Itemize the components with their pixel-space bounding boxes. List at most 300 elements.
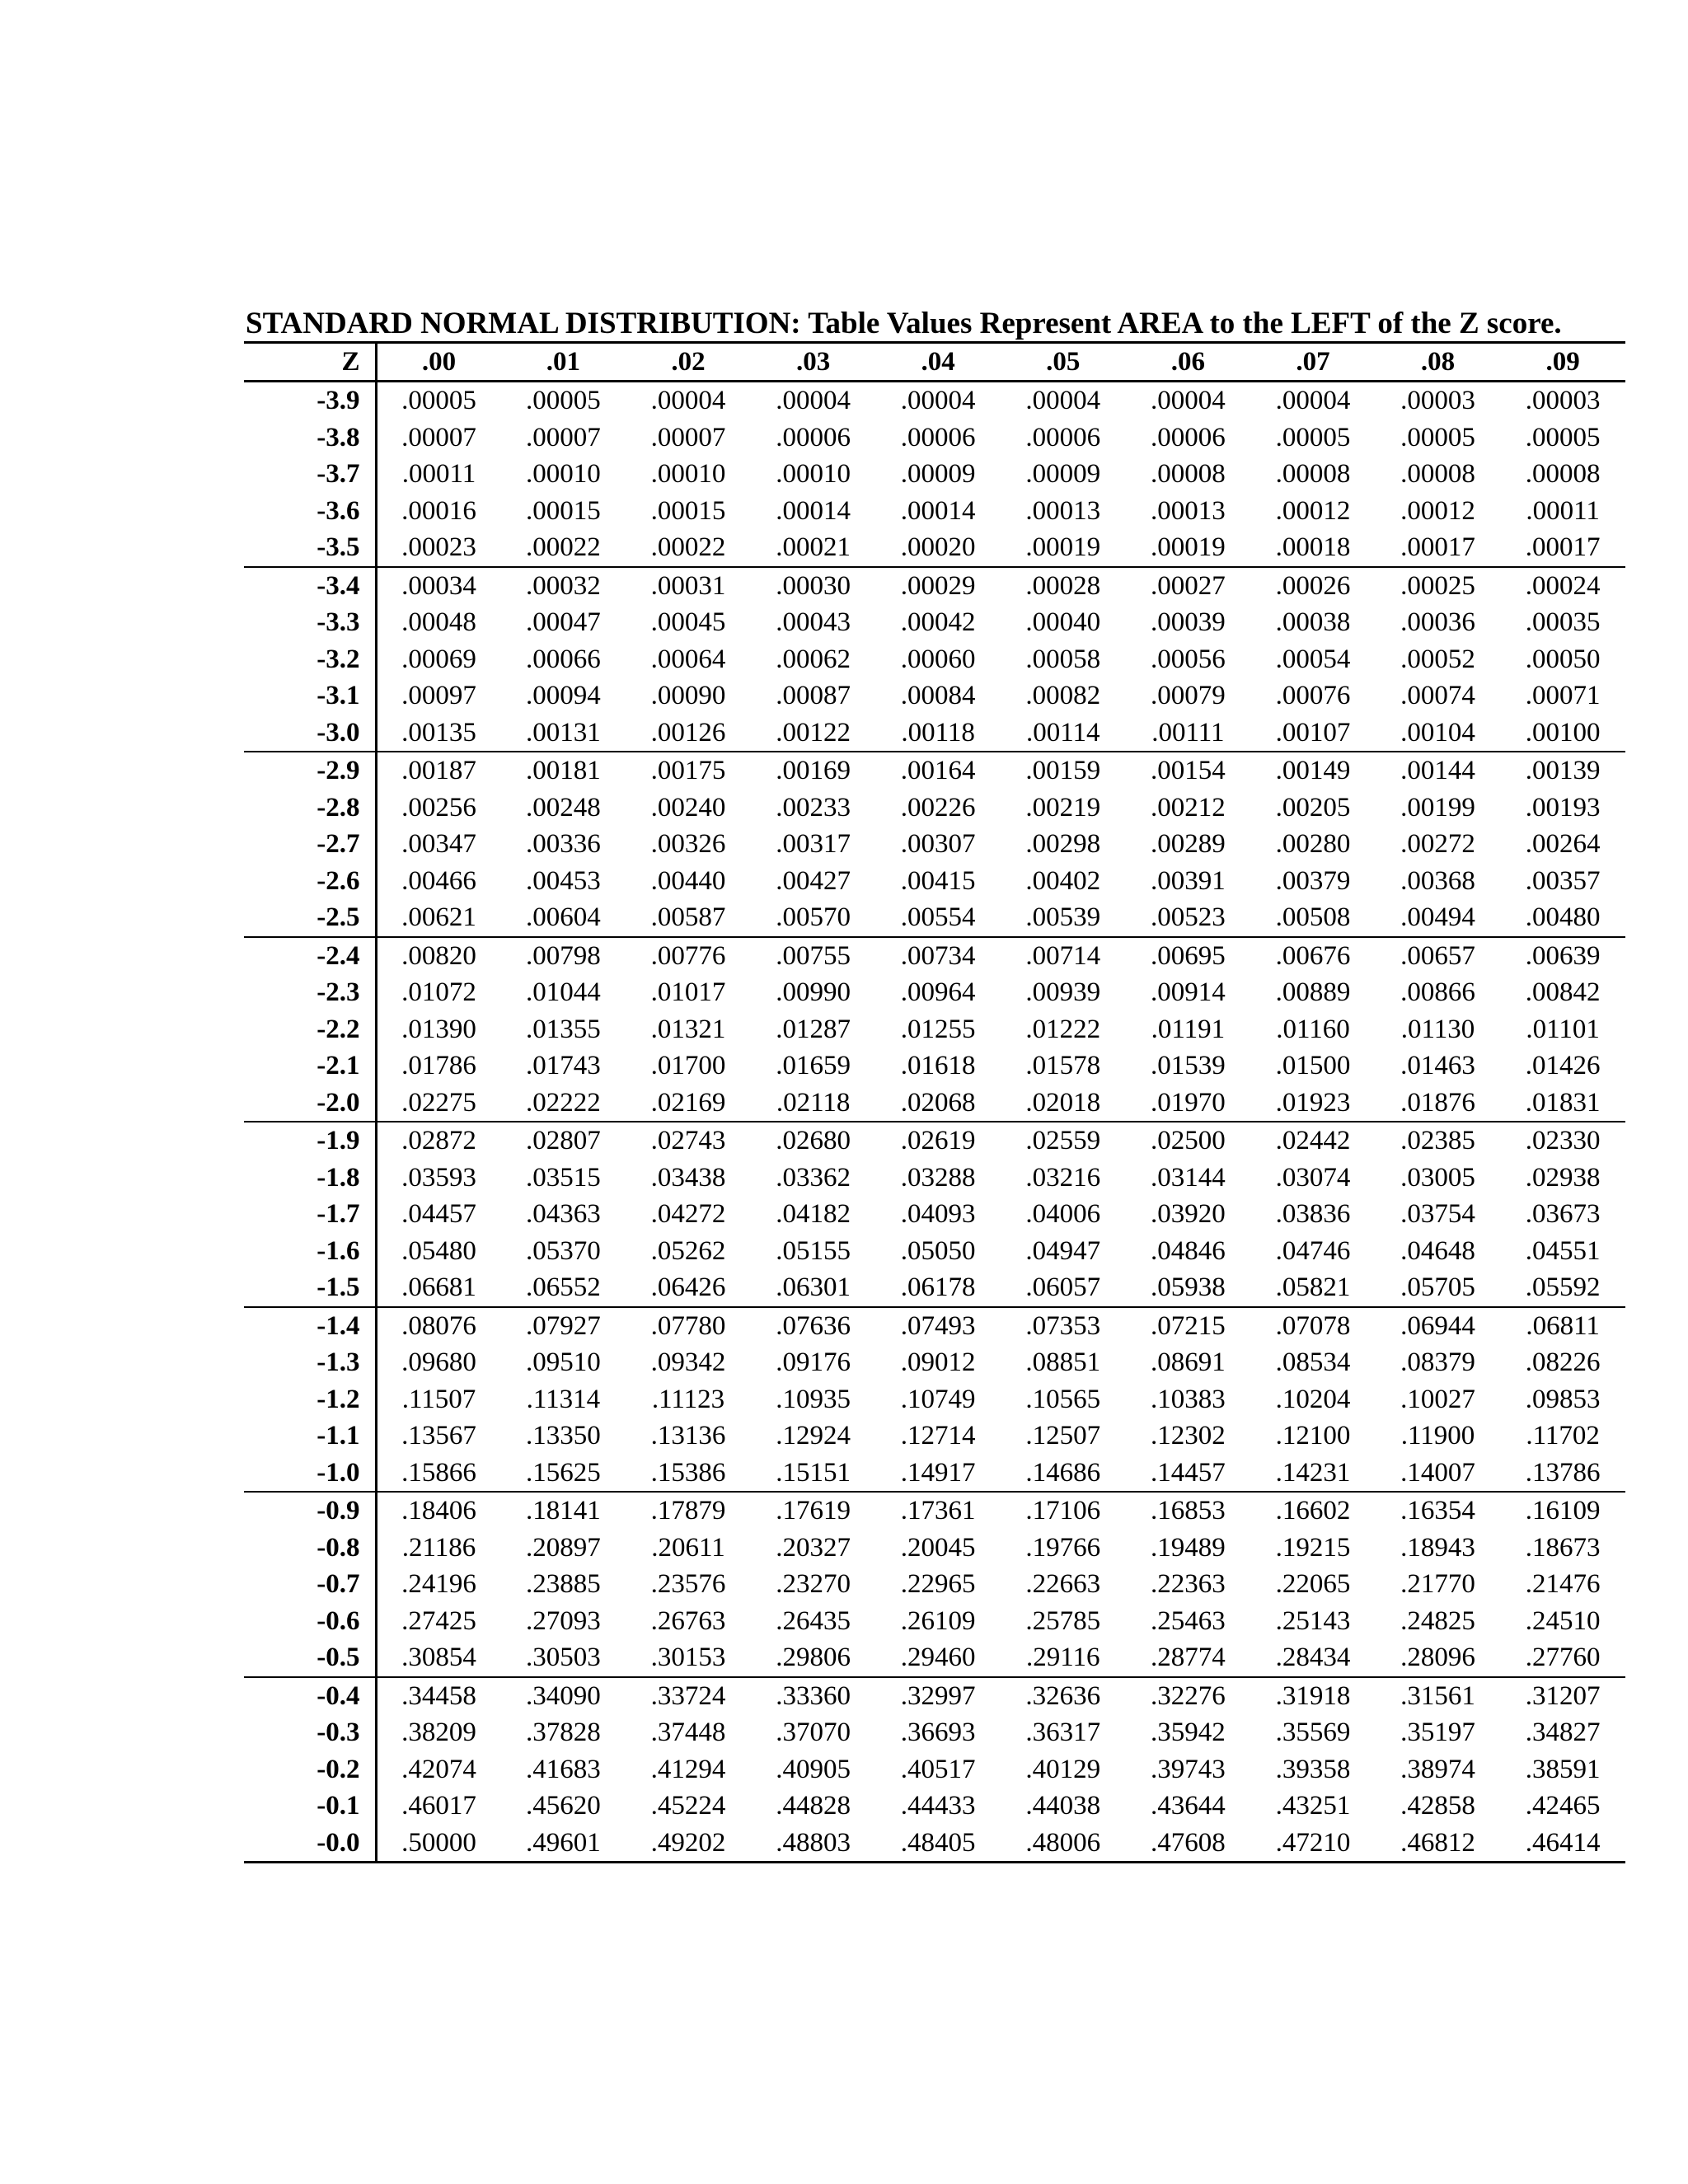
table-row xyxy=(244,1160,1625,1197)
z-score-cell: -1.2 xyxy=(244,1381,376,1418)
probability-cell: .00964 xyxy=(900,977,976,1008)
probability-cell: .14917 xyxy=(875,1455,1001,1493)
probability-cell: .00006 xyxy=(900,422,976,452)
probability-cell: .14686 xyxy=(1001,1455,1126,1493)
probability-cell: .00022 xyxy=(626,529,751,567)
probability-cell: .18406 xyxy=(401,1496,476,1526)
probability-cell: .00009 xyxy=(1025,459,1101,490)
probability-cell: .14457 xyxy=(1126,1455,1251,1493)
probability-cell: .42465 xyxy=(1525,1791,1601,1821)
probability-cell: .08534 xyxy=(1275,1347,1351,1378)
z-score-cell: -3.8 xyxy=(244,419,376,457)
probability-cell: .09012 xyxy=(900,1347,976,1378)
probability-cell: .00554 xyxy=(875,899,1001,937)
probability-cell: .08076 xyxy=(401,1310,476,1341)
probability-cell: .00889 xyxy=(1275,977,1351,1008)
probability-cell: .00071 xyxy=(1525,681,1601,711)
probability-cell: .05262 xyxy=(650,1235,726,1266)
table-row xyxy=(244,1677,1625,1715)
probability-cell: .21186 xyxy=(401,1532,476,1563)
z-score-cell: -1.7 xyxy=(244,1196,376,1233)
column-header: .01 xyxy=(501,343,626,382)
probability-cell: .17106 xyxy=(1025,1496,1101,1526)
probability-cell: .00135 xyxy=(376,715,501,752)
table-row xyxy=(244,382,1625,419)
table-row xyxy=(244,1418,1625,1455)
probability-cell: .01044 xyxy=(526,977,601,1008)
probability-cell: .45224 xyxy=(650,1791,726,1821)
z-score-cell: -2.7 xyxy=(244,826,376,863)
probability-cell: .00307 xyxy=(900,829,976,860)
probability-cell: .00019 xyxy=(1126,529,1251,567)
probability-cell: .46812 xyxy=(1376,1825,1501,1863)
probability-cell: .01786 xyxy=(401,1051,476,1081)
probability-cell: .00004 xyxy=(900,386,976,416)
probability-cell: .00317 xyxy=(776,829,851,860)
table-row xyxy=(244,1233,1625,1270)
probability-cell: .00062 xyxy=(776,644,851,674)
column-header: .09 xyxy=(1500,343,1625,382)
z-score-cell: -0.2 xyxy=(244,1751,376,1788)
probability-cell: .01700 xyxy=(650,1051,726,1081)
probability-cell: .02807 xyxy=(526,1126,601,1156)
probability-cell: .00402 xyxy=(1025,865,1101,896)
probability-cell: .00090 xyxy=(650,681,726,711)
probability-cell: .25463 xyxy=(1150,1605,1226,1636)
probability-cell: .01426 xyxy=(1525,1051,1601,1081)
probability-cell: .02018 xyxy=(1001,1085,1126,1122)
probability-cell: .23885 xyxy=(526,1569,601,1600)
probability-cell: .15386 xyxy=(626,1455,751,1493)
z-score-cell: -3.9 xyxy=(244,382,376,419)
table-row xyxy=(244,1269,1625,1307)
probability-cell: .02068 xyxy=(875,1085,1001,1122)
z-score-cell: -2.9 xyxy=(244,752,376,790)
probability-cell: .00181 xyxy=(526,756,601,786)
z-score-cell: -2.4 xyxy=(244,937,376,975)
table-row xyxy=(244,1788,1625,1825)
z-score-cell: -1.4 xyxy=(244,1307,376,1345)
probability-cell: .32997 xyxy=(900,1680,976,1711)
header-row xyxy=(244,343,1625,382)
probability-cell: .34827 xyxy=(1525,1718,1601,1748)
z-score-cell: -2.0 xyxy=(244,1085,376,1122)
probability-cell: .24510 xyxy=(1525,1605,1601,1636)
probability-cell: .20897 xyxy=(526,1532,601,1563)
probability-cell: .00233 xyxy=(776,792,851,823)
probability-cell: .28774 xyxy=(1126,1639,1251,1677)
probability-cell: .11507 xyxy=(401,1384,476,1414)
table-row xyxy=(244,863,1625,900)
table-row xyxy=(244,567,1625,605)
probability-cell: .00029 xyxy=(900,570,976,601)
probability-cell: .04746 xyxy=(1275,1235,1351,1266)
probability-cell: .33724 xyxy=(650,1680,726,1711)
z-score-cell: -1.6 xyxy=(244,1233,376,1270)
probability-cell: .29116 xyxy=(1001,1639,1126,1677)
probability-cell: .18141 xyxy=(526,1496,601,1526)
probability-cell: .00336 xyxy=(526,829,601,860)
z-score-cell: -2.5 xyxy=(244,899,376,937)
probability-cell: .00008 xyxy=(1275,459,1351,490)
probability-cell: .00048 xyxy=(401,607,476,638)
probability-cell: .01970 xyxy=(1126,1085,1251,1122)
probability-cell: .07493 xyxy=(900,1310,976,1341)
probability-cell: .32276 xyxy=(1150,1680,1226,1711)
probability-cell: .42074 xyxy=(401,1754,476,1784)
probability-cell: .00014 xyxy=(776,495,851,526)
probability-cell: .01618 xyxy=(900,1051,976,1081)
probability-cell: .02559 xyxy=(1025,1126,1101,1156)
table-row xyxy=(244,456,1625,493)
probability-cell: .31918 xyxy=(1275,1680,1351,1711)
probability-cell: .00031 xyxy=(650,570,726,601)
probability-cell: .00047 xyxy=(526,607,601,638)
probability-cell: .11702 xyxy=(1526,1421,1600,1451)
probability-cell: .09680 xyxy=(401,1347,476,1378)
probability-cell: .00326 xyxy=(650,829,726,860)
probability-cell: .00027 xyxy=(1150,570,1226,601)
probability-cell: .18673 xyxy=(1525,1532,1601,1563)
table-row xyxy=(244,937,1625,975)
probability-cell: .01463 xyxy=(1400,1051,1475,1081)
probability-cell: .00076 xyxy=(1275,681,1351,711)
probability-cell: .01831 xyxy=(1500,1085,1625,1122)
probability-cell: .30854 xyxy=(376,1639,501,1677)
probability-cell: .00164 xyxy=(900,756,976,786)
probability-cell: .17619 xyxy=(776,1496,851,1526)
probability-cell: .00149 xyxy=(1275,756,1351,786)
probability-cell: .08379 xyxy=(1400,1347,1475,1378)
z-score-cell: -0.1 xyxy=(244,1788,376,1825)
probability-cell: .00104 xyxy=(1376,715,1501,752)
table-body xyxy=(244,382,1625,1863)
probability-cell: .05050 xyxy=(900,1235,976,1266)
probability-cell: .19766 xyxy=(1025,1532,1101,1563)
probability-cell: .00494 xyxy=(1376,899,1501,937)
probability-cell: .00010 xyxy=(776,459,851,490)
probability-cell: .19215 xyxy=(1275,1532,1351,1563)
table-row xyxy=(244,1196,1625,1233)
probability-cell: .01578 xyxy=(1025,1051,1101,1081)
probability-cell: .00005 xyxy=(401,386,476,416)
probability-cell: .12302 xyxy=(1150,1421,1226,1451)
probability-cell: .10935 xyxy=(776,1384,851,1414)
probability-cell: .00023 xyxy=(376,529,501,567)
probability-cell: .29460 xyxy=(875,1639,1001,1677)
probability-cell: .10749 xyxy=(900,1384,976,1414)
probability-cell: .00676 xyxy=(1275,940,1351,971)
probability-cell: .00008 xyxy=(1525,459,1601,490)
table-row xyxy=(244,752,1625,790)
probability-cell: .00604 xyxy=(501,899,626,937)
probability-cell: .00005 xyxy=(1525,422,1601,452)
probability-cell: .27093 xyxy=(526,1605,601,1636)
probability-cell: .01500 xyxy=(1275,1051,1351,1081)
column-header: .08 xyxy=(1376,343,1501,382)
probability-cell: .41294 xyxy=(650,1754,726,1784)
probability-cell: .00587 xyxy=(626,899,751,937)
probability-cell: .04093 xyxy=(900,1199,976,1230)
probability-cell: .02169 xyxy=(626,1085,751,1122)
probability-cell: .02330 xyxy=(1525,1126,1601,1156)
z-score-cell: -1.1 xyxy=(244,1418,376,1455)
probability-cell: .09342 xyxy=(650,1347,726,1378)
probability-cell: .00144 xyxy=(1400,756,1475,786)
probability-cell: .05821 xyxy=(1250,1269,1376,1307)
table-row xyxy=(244,1603,1625,1640)
probability-cell: .00056 xyxy=(1150,644,1226,674)
probability-cell: .00052 xyxy=(1400,644,1475,674)
probability-cell: .00298 xyxy=(1025,829,1101,860)
probability-cell: .00523 xyxy=(1126,899,1251,937)
probability-cell: .43251 xyxy=(1275,1791,1351,1821)
table-row xyxy=(244,974,1625,1011)
z-table xyxy=(244,341,1625,1863)
probability-cell: .00139 xyxy=(1525,756,1601,786)
probability-cell: .02938 xyxy=(1525,1162,1601,1193)
probability-cell: .39358 xyxy=(1275,1754,1351,1784)
probability-cell: .35942 xyxy=(1150,1718,1226,1748)
probability-cell: .08851 xyxy=(1025,1347,1101,1378)
probability-cell: .03144 xyxy=(1150,1162,1226,1193)
probability-cell: .01255 xyxy=(900,1014,976,1044)
probability-cell: .03920 xyxy=(1150,1199,1226,1230)
z-score-cell: -2.3 xyxy=(244,974,376,1011)
probability-cell: .12100 xyxy=(1275,1421,1351,1451)
probability-cell: .40517 xyxy=(900,1754,976,1784)
z-score-cell: -2.6 xyxy=(244,863,376,900)
probability-cell: .10027 xyxy=(1400,1384,1475,1414)
z-score-cell: -1.3 xyxy=(244,1344,376,1381)
probability-cell: .03754 xyxy=(1400,1199,1475,1230)
probability-cell: .03288 xyxy=(900,1162,976,1193)
probability-cell: .00240 xyxy=(650,792,726,823)
probability-cell: .00755 xyxy=(776,940,851,971)
probability-cell: .00019 xyxy=(1001,529,1126,567)
probability-cell: .00006 xyxy=(1150,422,1226,452)
table-row xyxy=(244,715,1625,752)
table-row xyxy=(244,1530,1625,1567)
probability-cell: .36317 xyxy=(1025,1718,1101,1748)
table-row xyxy=(244,1307,1625,1345)
probability-cell: .36693 xyxy=(900,1718,976,1748)
z-score-cell: -0.4 xyxy=(244,1677,376,1715)
probability-cell: .00219 xyxy=(1025,792,1101,823)
probability-cell: .07780 xyxy=(650,1310,726,1341)
probability-cell: .21770 xyxy=(1400,1569,1475,1600)
table-row xyxy=(244,1085,1625,1122)
probability-cell: .03673 xyxy=(1525,1199,1601,1230)
probability-cell: .00007 xyxy=(526,422,601,452)
table-row xyxy=(244,1122,1625,1160)
probability-cell: .00357 xyxy=(1525,865,1601,896)
column-header-z: Z xyxy=(244,343,376,382)
probability-cell: .04363 xyxy=(526,1199,601,1230)
probability-cell: .03438 xyxy=(650,1162,726,1193)
probability-cell: .34458 xyxy=(401,1680,476,1711)
probability-cell: .13786 xyxy=(1500,1455,1625,1493)
probability-cell: .00004 xyxy=(776,386,851,416)
probability-cell: .04846 xyxy=(1150,1235,1226,1266)
probability-cell: .00022 xyxy=(501,529,626,567)
probability-cell: .00508 xyxy=(1250,899,1376,937)
probability-cell: .00776 xyxy=(650,940,726,971)
probability-cell: .31561 xyxy=(1400,1680,1475,1711)
probability-cell: .37828 xyxy=(526,1718,601,1748)
probability-cell: .46414 xyxy=(1500,1825,1625,1863)
column-header: .03 xyxy=(751,343,876,382)
z-score-cell: -3.1 xyxy=(244,677,376,715)
z-score-cell: -0.0 xyxy=(244,1825,376,1863)
probability-cell: .16109 xyxy=(1525,1496,1601,1526)
probability-cell: .00820 xyxy=(401,940,476,971)
probability-cell: .03216 xyxy=(1025,1162,1101,1193)
probability-cell: .43644 xyxy=(1150,1791,1226,1821)
table-row xyxy=(244,1714,1625,1751)
probability-cell: .00114 xyxy=(1001,715,1126,752)
probability-cell: .37070 xyxy=(776,1718,851,1748)
probability-cell: .00866 xyxy=(1400,977,1475,1008)
probability-cell: .00004 xyxy=(1025,386,1101,416)
probability-cell: .07636 xyxy=(776,1310,851,1341)
probability-cell: .00005 xyxy=(526,386,601,416)
z-score-cell: -3.7 xyxy=(244,456,376,493)
probability-cell: .25143 xyxy=(1275,1605,1351,1636)
probability-cell: .49601 xyxy=(501,1825,626,1863)
probability-cell: .00017 xyxy=(1500,529,1625,567)
probability-cell: .00126 xyxy=(626,715,751,752)
probability-cell: .00175 xyxy=(650,756,726,786)
probability-cell: .01072 xyxy=(401,977,476,1008)
probability-cell: .00082 xyxy=(1025,681,1101,711)
probability-cell: .08226 xyxy=(1525,1347,1601,1378)
probability-cell: .00248 xyxy=(526,792,601,823)
probability-cell: .38974 xyxy=(1400,1754,1475,1784)
probability-cell: .00391 xyxy=(1150,865,1226,896)
z-score-cell: -2.2 xyxy=(244,1011,376,1048)
probability-cell: .00034 xyxy=(401,570,476,601)
probability-cell: .20611 xyxy=(651,1532,725,1563)
probability-cell: .00100 xyxy=(1500,715,1625,752)
probability-cell: .00026 xyxy=(1275,570,1351,601)
probability-cell: .12507 xyxy=(1025,1421,1101,1451)
z-score-cell: -0.5 xyxy=(244,1639,376,1677)
probability-cell: .04182 xyxy=(776,1199,851,1230)
document xyxy=(244,307,1625,1863)
probability-cell: .48803 xyxy=(751,1825,876,1863)
probability-cell: .33360 xyxy=(776,1680,851,1711)
probability-cell: .00480 xyxy=(1500,899,1625,937)
table-row xyxy=(244,899,1625,937)
probability-cell: .48006 xyxy=(1001,1825,1126,1863)
probability-cell: .23270 xyxy=(776,1569,851,1600)
probability-cell: .02872 xyxy=(401,1126,476,1156)
z-score-cell: -0.7 xyxy=(244,1566,376,1603)
probability-cell: .00118 xyxy=(875,715,1001,752)
probability-cell: .03362 xyxy=(776,1162,851,1193)
probability-cell: .04006 xyxy=(1025,1199,1101,1230)
probability-cell: .01191 xyxy=(1151,1014,1226,1044)
probability-cell: .02680 xyxy=(776,1126,851,1156)
probability-cell: .00017 xyxy=(1376,529,1501,567)
probability-cell: .11900 xyxy=(1400,1421,1475,1451)
z-score-cell: -3.0 xyxy=(244,715,376,752)
probability-cell: .00012 xyxy=(1275,495,1351,526)
table-title: STANDARD NORMAL DISTRIBUTION: Table Values Represent AREA to the LEFT of the Z score. xyxy=(246,307,1562,340)
probability-cell: .00038 xyxy=(1275,607,1351,638)
probability-cell: .06057 xyxy=(1001,1269,1126,1307)
probability-cell: .07215 xyxy=(1150,1310,1226,1341)
probability-cell: .13567 xyxy=(401,1421,476,1451)
probability-cell: .00695 xyxy=(1150,940,1226,971)
probability-cell: .21476 xyxy=(1525,1569,1601,1600)
table-row xyxy=(244,1381,1625,1418)
probability-cell: .00021 xyxy=(751,529,876,567)
probability-cell: .09853 xyxy=(1525,1384,1601,1414)
probability-cell: .09176 xyxy=(776,1347,851,1378)
probability-cell: .00122 xyxy=(751,715,876,752)
table-row xyxy=(244,493,1625,530)
z-score-cell: -1.5 xyxy=(244,1269,376,1307)
probability-cell: .07927 xyxy=(526,1310,601,1341)
probability-cell: .02385 xyxy=(1400,1126,1475,1156)
probability-cell: .00054 xyxy=(1275,644,1351,674)
probability-cell: .00280 xyxy=(1275,829,1351,860)
probability-cell: .04272 xyxy=(650,1199,726,1230)
probability-cell: .03005 xyxy=(1400,1162,1475,1193)
probability-cell: .18943 xyxy=(1400,1532,1475,1563)
probability-cell: .32636 xyxy=(1025,1680,1101,1711)
column-header: .06 xyxy=(1126,343,1251,382)
probability-cell: .27760 xyxy=(1500,1639,1625,1677)
probability-cell: .38591 xyxy=(1525,1754,1601,1784)
probability-cell: .00939 xyxy=(1025,977,1101,1008)
probability-cell: .35197 xyxy=(1400,1718,1475,1748)
probability-cell: .00036 xyxy=(1400,607,1475,638)
probability-cell: .00004 xyxy=(650,386,726,416)
probability-cell: .00050 xyxy=(1525,644,1601,674)
probability-cell: .10565 xyxy=(1025,1384,1101,1414)
probability-cell: .30503 xyxy=(501,1639,626,1677)
z-score-cell: -0.3 xyxy=(244,1714,376,1751)
probability-cell: .00004 xyxy=(1150,386,1226,416)
probability-cell: .00193 xyxy=(1525,792,1601,823)
probability-cell: .26763 xyxy=(650,1605,726,1636)
probability-cell: .00060 xyxy=(900,644,976,674)
probability-cell: .47210 xyxy=(1250,1825,1376,1863)
probability-cell: .02118 xyxy=(751,1085,876,1122)
probability-cell: .00199 xyxy=(1400,792,1475,823)
table-row xyxy=(244,641,1625,678)
probability-cell: .06681 xyxy=(376,1269,501,1307)
probability-cell: .05480 xyxy=(401,1235,476,1266)
probability-cell: .00272 xyxy=(1400,829,1475,860)
probability-cell: .00018 xyxy=(1250,529,1376,567)
probability-cell: .00131 xyxy=(501,715,626,752)
z-score-cell: -1.8 xyxy=(244,1160,376,1197)
probability-cell: .01923 xyxy=(1250,1085,1376,1122)
probability-cell: .05705 xyxy=(1376,1269,1501,1307)
probability-cell: .03836 xyxy=(1275,1199,1351,1230)
table-row xyxy=(244,1344,1625,1381)
probability-cell: .48405 xyxy=(875,1825,1001,1863)
probability-cell: .00097 xyxy=(401,681,476,711)
probability-cell: .00289 xyxy=(1150,829,1226,860)
probability-cell: .23576 xyxy=(650,1569,726,1600)
probability-cell: .44433 xyxy=(900,1791,976,1821)
probability-cell: .19489 xyxy=(1150,1532,1226,1563)
